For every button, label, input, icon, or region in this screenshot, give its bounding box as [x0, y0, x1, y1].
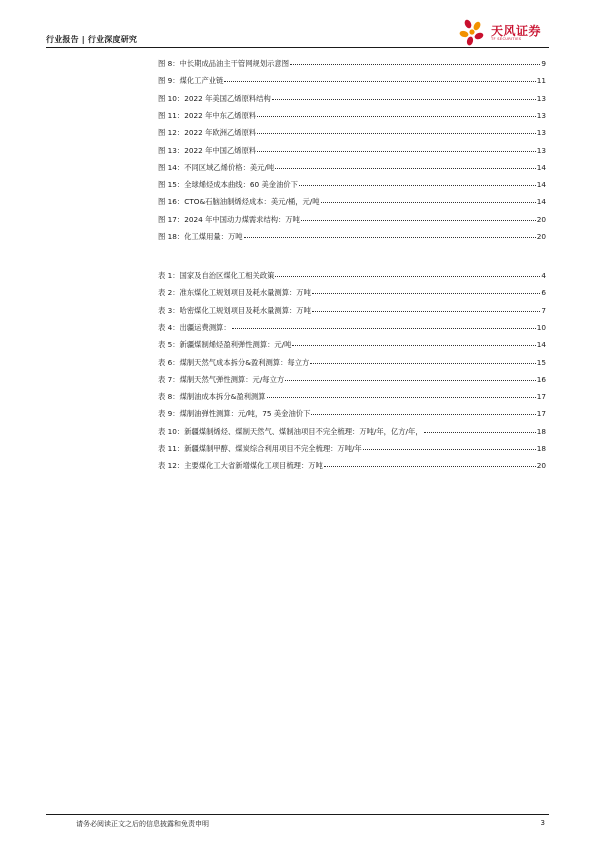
figure-entry[interactable] — [158, 127, 546, 138]
figure-entry[interactable] — [158, 196, 546, 207]
figure-entry-label: 图 14：不同区域乙烯价格：美元/吨 — [158, 162, 275, 172]
table-entry-page: 18 — [536, 426, 546, 436]
table-entry[interactable] — [158, 305, 546, 316]
table-entry-label: 表 5：新疆煤制烯烃盈利弹性测算：元/吨 — [158, 340, 292, 350]
table-entry-label: 表 12：主要煤化工大省新增煤化工项目梳理：万吨 — [158, 461, 323, 471]
dot-leader — [257, 127, 536, 134]
figure-entry-label: 图 8：中长期成品油主干管网规划示意图 — [158, 59, 290, 68]
figure-entry-label: 图 17：2024 年中国动力煤需求结构：万吨 — [158, 214, 300, 224]
dot-leader — [267, 391, 536, 398]
table-entry-page: 14 — [536, 340, 546, 350]
table-entry-label: 表 11：新疆煤制甲醇、煤炭综合利用项目不完全梳理：万吨/年 — [158, 444, 362, 453]
table-entry[interactable] — [158, 426, 546, 437]
table-entry-page: 17 — [536, 409, 546, 419]
figure-entry-page: 13 — [536, 93, 546, 103]
page-number: 3 — [540, 819, 545, 827]
dot-leader — [257, 145, 536, 152]
table-entry[interactable] — [158, 460, 546, 471]
tf-securities-logo — [457, 19, 549, 47]
figure-entry-label: 图 16：CTO&石脑油制烯烃成本：美元/桶，元/吨 — [158, 197, 320, 207]
dot-leader — [292, 339, 535, 346]
figure-entry[interactable] — [158, 93, 546, 104]
logo-english-text: TF SECURITIES — [491, 37, 522, 41]
figure-entry-page: 14 — [536, 180, 546, 190]
figure-entry[interactable] — [158, 145, 546, 156]
figure-entry-label: 图 9：煤化工产业链 — [158, 76, 224, 86]
table-entry-page: 6 — [541, 288, 546, 298]
dot-leader — [257, 110, 536, 117]
table-entry-label: 表 8：煤制油成本拆分&盈利测算 — [158, 392, 266, 402]
figure-entry-label: 图 18：化工煤用量：万吨 — [158, 232, 243, 241]
dot-leader — [311, 408, 535, 415]
dot-leader — [301, 214, 536, 221]
dot-leader — [232, 322, 536, 329]
dot-leader — [244, 231, 536, 238]
dot-leader — [321, 196, 536, 203]
figure-entry-label: 图 10：2022 年美国乙烯原料结构 — [158, 93, 271, 103]
table-entry-label: 表 4：出疆运费测算： — [158, 322, 231, 332]
figure-entry-page: 9 — [541, 59, 546, 68]
figure-entry-page: 14 — [536, 162, 546, 172]
dot-leader — [275, 270, 540, 277]
table-entry-label: 表 2：准东煤化工规划项目及耗水量测算：万吨 — [158, 288, 311, 298]
dot-leader — [324, 460, 536, 467]
report-type-label: 行业报告 | 行业深度研究 — [46, 35, 138, 44]
table-entry[interactable] — [158, 322, 546, 333]
dot-leader — [312, 287, 540, 294]
dot-leader — [312, 305, 540, 312]
table-entry[interactable] — [158, 270, 546, 281]
table-entry-label: 表 3：哈密煤化工规划项目及耗水量测算：万吨 — [158, 305, 311, 315]
dot-leader — [424, 426, 536, 433]
figure-entry[interactable] — [158, 179, 546, 190]
table-entry[interactable] — [158, 287, 546, 298]
figure-entry[interactable] — [158, 214, 546, 225]
figure-entry[interactable] — [158, 110, 546, 121]
table-entry-label: 表 1：国家及自治区煤化工相关政策 — [158, 271, 275, 280]
table-entry-page: 7 — [541, 305, 546, 315]
dot-leader — [299, 179, 536, 186]
table-entry-label: 表 10：新疆煤制烯烃、煤制天然气、煤制油项目不完全梳理：万吨/年，亿方/年， — [158, 426, 423, 436]
dot-leader — [275, 162, 535, 169]
header-divider — [46, 47, 549, 48]
dot-leader — [290, 58, 540, 65]
figure-entry-page: 13 — [536, 145, 546, 155]
footer-divider — [46, 814, 549, 815]
figure-entry[interactable] — [158, 58, 546, 69]
table-entry-page: 10 — [536, 322, 546, 332]
dot-leader — [224, 75, 535, 82]
figure-entry-label: 图 11：2022 年中东乙烯原料 — [158, 110, 257, 120]
figure-entry[interactable] — [158, 231, 546, 242]
figure-entry-page: 14 — [536, 197, 546, 207]
flower-icon — [457, 19, 489, 47]
table-entry[interactable] — [158, 339, 546, 350]
table-entry-page: 18 — [536, 444, 546, 453]
figure-entry[interactable] — [158, 75, 546, 86]
table-entry[interactable] — [158, 374, 546, 385]
dot-leader — [272, 93, 536, 100]
table-entry[interactable] — [158, 357, 546, 368]
figure-entry-page: 13 — [536, 110, 546, 120]
table-entry-label: 表 6：煤制天然气成本拆分&盈利测算：每立方 — [158, 357, 310, 367]
figure-entry-page: 20 — [536, 214, 546, 224]
figure-entry-page: 11 — [536, 76, 546, 86]
dot-leader — [285, 374, 536, 381]
table-entry-page: 4 — [541, 271, 546, 280]
table-entry-page: 20 — [536, 461, 546, 471]
dot-leader — [310, 357, 535, 364]
figure-entry-label: 图 12：2022 年欧洲乙烯原料 — [158, 128, 257, 138]
figure-entry[interactable] — [158, 162, 546, 173]
table-entry-label: 表 9：煤制油弹性测算：元/吨，75 美金油价下 — [158, 409, 311, 419]
table-entry-page: 15 — [536, 357, 546, 367]
logo-chinese-text: 天风证券 — [491, 24, 542, 38]
figure-entry-page: 13 — [536, 128, 546, 138]
figure-entry-label: 图 13：2022 年中国乙烯原料 — [158, 145, 257, 155]
table-entry-page: 16 — [536, 374, 546, 384]
dot-leader — [363, 443, 536, 450]
figure-entry-label: 图 15：全球烯烃成本曲线：60 美金油价下 — [158, 180, 298, 190]
table-entry[interactable] — [158, 391, 546, 402]
figure-entry-page: 20 — [536, 232, 546, 241]
table-entry-page: 17 — [536, 392, 546, 402]
table-entry[interactable] — [158, 443, 546, 454]
disclaimer-text: 请务必阅读正文之后的信息披露和免责申明 — [76, 820, 209, 828]
table-entry-label: 表 7：煤制天然气弹性测算：元/每立方 — [158, 374, 285, 384]
table-entry[interactable] — [158, 408, 546, 419]
